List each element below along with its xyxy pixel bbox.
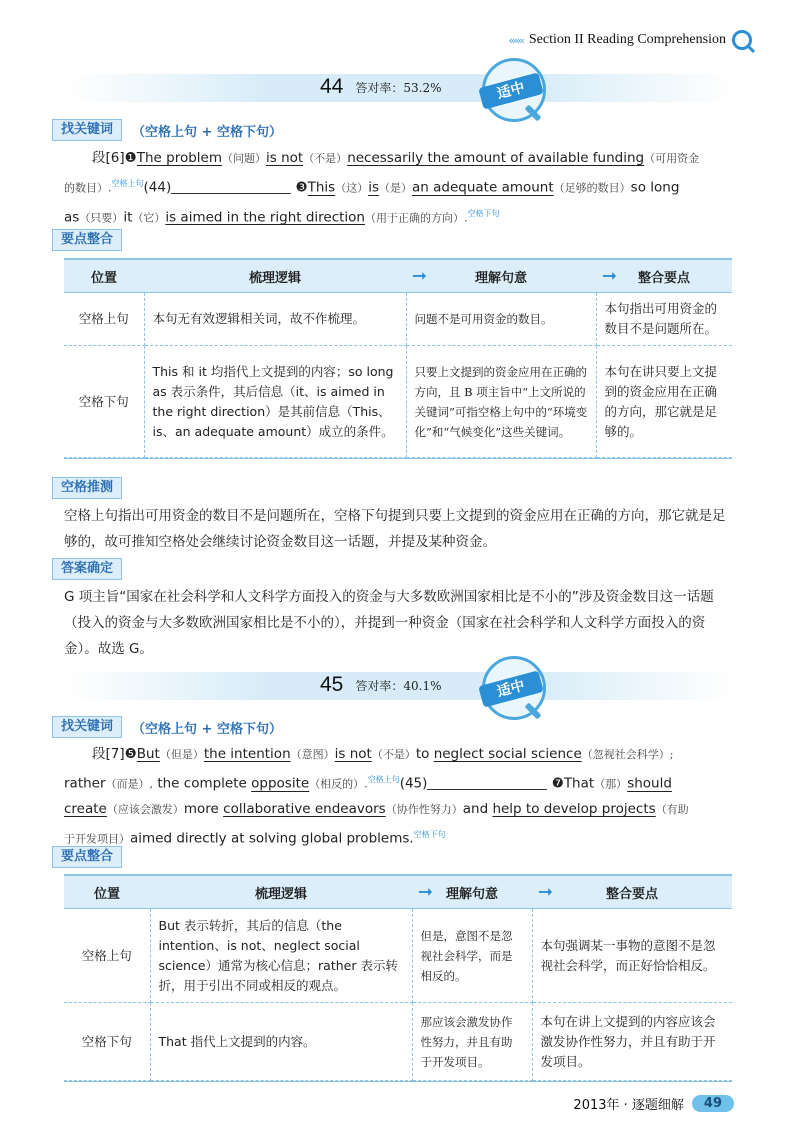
keyword: create: [64, 800, 107, 817]
footer-text: 2013年 · 逐题细解: [573, 1098, 684, 1113]
keyword: is: [368, 179, 380, 196]
text: and: [462, 800, 489, 817]
blank-number: (44): [143, 179, 172, 196]
sentence-mark: ❼: [551, 775, 564, 792]
header-label: 整合要点: [637, 270, 690, 286]
table-row: [64, 346, 732, 458]
cell-position: 空格上句: [64, 293, 144, 346]
label-answer: 答案确定: [52, 558, 122, 580]
q45-keyword-heading: [52, 716, 282, 738]
gloss: 的数目）.: [64, 181, 112, 195]
label-summary: 要点整合: [52, 229, 122, 251]
gloss: 于开发项目）: [64, 832, 130, 845]
difficulty-badge: [476, 656, 552, 718]
difficulty-tag: 适中: [478, 72, 544, 109]
text: aimed directly at solving global problems.: [130, 830, 414, 846]
position-note: 空格上句: [111, 179, 144, 188]
cell-logic: But 表示转折，其后的信息（the intention、is not、neglect social science）通常为核心信息；rather 表示转折，用于引出不同或相反的观点。: [150, 909, 412, 1003]
gloss: （只要）: [79, 211, 124, 224]
text: so long: [630, 179, 680, 196]
gloss: （有助: [655, 802, 689, 816]
infer-text: 空格上句指出可用资金的数目不是问题所在，空格下句提到只要上文提到的资金应用在正确的方向，那它就是足够的，故可推知空格处会继续讨论资金数目这一话题，并提及某种资金。: [64, 508, 726, 550]
keyword: should: [627, 775, 672, 792]
header-label: 位置: [90, 270, 117, 286]
col-logic: [150, 876, 433, 909]
cell-logic: 本句无有效逻辑相关词，故不作梳理。: [144, 293, 406, 346]
position-note: 空格下句: [413, 829, 446, 839]
keyword: an adequate amount: [412, 179, 554, 196]
arrow-right-icon: ➞: [601, 265, 617, 287]
header-label: 整合要点: [605, 886, 658, 902]
keyword: is not: [334, 746, 372, 762]
cell-point: 本句在讲上文提到的内容应该会激发协作性努力，并且有助于开发项目。: [532, 1003, 732, 1081]
q44-keyword-heading: [52, 119, 282, 141]
cell-point: 本句在讲只要上文提到的资金应用在正确的方向，那它就是足够的。: [596, 346, 732, 458]
answer-text: G 项主旨“国家在社会科学和人文科学方面投入的资金与大多数欧洲国家相比是不小的”涉及资金数目这一话题（投入的资金与大多数欧洲国家相比是不小的），并提到一种资金（国家在社会科学和人文科学方面投入的资金）。故选 G。: [64, 589, 714, 657]
summary-table: [64, 876, 732, 1081]
cell-logic: This 和 it 均指代上文提到的内容；so long as 表示条件，其后信息（it、is aimed in the right direction）是其前信息（This、is、an adequate amount）成立的条件。: [144, 346, 406, 458]
accuracy-rate: 答对率：53.2%: [355, 80, 442, 95]
passage-line: [64, 171, 736, 201]
arrow-right-icon: ➞: [411, 265, 427, 287]
label-keywords: 找关键词: [52, 119, 122, 141]
header-label: 梳理逻辑: [254, 886, 307, 902]
sentence-mark: ❸: [295, 179, 308, 196]
q44-summary-table: [64, 258, 732, 459]
table-header-row: [64, 876, 732, 909]
table-row: [64, 1003, 732, 1081]
q45-summary-table: [64, 874, 732, 1082]
keyword: But: [136, 746, 160, 762]
gloss: （用于正确的方向）.: [365, 211, 468, 224]
para-ref: 段[7]: [92, 746, 125, 762]
table-header-row: [64, 260, 732, 293]
page-footer: [573, 1094, 734, 1113]
keyword: is not: [266, 150, 304, 166]
gloss: （那）: [594, 777, 628, 791]
arrow-right-icon: ➞: [417, 881, 433, 903]
position-note: 空格上句: [367, 775, 400, 784]
header-label: 位置: [93, 886, 120, 902]
cell-logic: That 指代上文提到的内容。: [150, 1003, 412, 1081]
passage-line: [64, 797, 736, 822]
page-header: [508, 30, 752, 50]
summary-table: [64, 260, 732, 458]
text: it: [123, 209, 133, 225]
col-logic: [144, 260, 427, 293]
q44-banner-text: [320, 75, 441, 99]
gloss: （应该会激发）: [106, 802, 184, 816]
hint-text: （空格上句 + 空格下句）: [132, 721, 282, 737]
gloss: （它）: [132, 211, 166, 224]
gloss: （而是）,: [105, 777, 154, 791]
cell-point: 本句指出可用资金的数目不是问题所在。: [596, 293, 732, 346]
text: to: [415, 746, 430, 762]
gloss: （不是）: [303, 152, 348, 165]
answer-blank: [171, 179, 291, 194]
question-number: 44: [320, 75, 344, 98]
label-infer: 空格推测: [52, 477, 122, 499]
sentence-mark: ❺: [124, 746, 137, 762]
gloss: （不是）: [371, 748, 416, 761]
cell-position: 空格上句: [64, 909, 150, 1003]
difficulty-tag: 适中: [478, 670, 544, 707]
keyword: help to develop projects: [492, 800, 656, 817]
cell-meaning: 但是，意图不是忽视社会科学，而是相反的。: [412, 909, 532, 1003]
accuracy-rate: 答对率：40.1%: [355, 678, 442, 693]
passage-line: [64, 822, 736, 852]
col-meaning: [406, 260, 617, 293]
keyword: collaborative endeavors: [223, 800, 386, 817]
cell-position: 空格下句: [64, 346, 144, 458]
header-label: 理解句意: [474, 270, 527, 286]
gloss: （忽视社会科学）;: [581, 748, 674, 761]
answer-blank: [427, 775, 547, 790]
table-row: [64, 909, 732, 1003]
text: That: [563, 775, 595, 792]
keyword: The problem: [136, 150, 222, 166]
gloss: （相反的）.: [309, 777, 368, 791]
passage-line: [64, 742, 736, 767]
passage-line: [64, 146, 736, 171]
col-position: [64, 876, 150, 909]
label-keywords: 找关键词: [52, 716, 122, 738]
chevrons-decoration: ‹‹‹‹‹‹: [508, 33, 523, 47]
q45-passage: [64, 742, 736, 851]
table-row: [64, 293, 732, 346]
passage-line: [64, 201, 736, 231]
keyword: the intention: [203, 746, 291, 762]
gloss: （这）: [335, 181, 369, 195]
label-summary: 要点整合: [52, 846, 122, 868]
arrow-right-icon: ➞: [537, 881, 553, 903]
difficulty-badge: [476, 58, 552, 120]
text: as: [64, 209, 80, 225]
page-number: 49: [692, 1095, 734, 1112]
q45-banner-text: [320, 673, 441, 697]
col-point: [532, 876, 732, 909]
text: the complete: [157, 775, 247, 792]
gloss: （可用资金: [644, 152, 700, 165]
gloss: （意图）: [290, 748, 335, 761]
header-label: 理解句意: [445, 886, 498, 902]
keyword: This: [307, 179, 336, 196]
cell-position: 空格下句: [64, 1003, 150, 1081]
q44-passage: [64, 146, 736, 230]
gloss: （但是）: [159, 748, 204, 761]
section-title: Section II Reading Comprehension: [528, 32, 726, 47]
cell-point: 本句强调某一事物的意图不是忽视社会科学，而正好恰恰相反。: [532, 909, 732, 1003]
text: rather: [64, 775, 106, 792]
hint-text: （空格上句 + 空格下句）: [132, 124, 282, 140]
para-ref: 段[6]: [92, 150, 125, 166]
keyword: necessarily the amount of available funding: [347, 150, 645, 166]
blank-number: (45): [399, 775, 428, 792]
header-label: 梳理逻辑: [248, 270, 301, 286]
col-position: [64, 260, 144, 293]
keyword: neglect social science: [433, 746, 582, 762]
gloss: （足够的数目）: [553, 181, 631, 195]
gloss: （协作性努力）: [385, 802, 463, 816]
sentence-mark: ❶: [124, 150, 137, 166]
cell-meaning: 只要上文提到的资金应用在正确的方向，且 B 项主旨中“上文所说的关键词”可指空格上句中的“环境变化”和“气候变化”这些关键词。: [406, 346, 596, 458]
passage-line: [64, 767, 736, 797]
cell-meaning: 问题不是可用资金的数目。: [406, 293, 596, 346]
gloss: （问题）: [222, 152, 266, 165]
text: more: [183, 800, 219, 817]
position-note: 空格下句: [467, 208, 500, 218]
gloss: （是）: [379, 181, 413, 195]
question-number: 45: [320, 673, 344, 696]
keyword: is aimed in the right direction: [165, 209, 365, 225]
cell-meaning: 那应该会激发协作性努力，并且有助于开发项目。: [412, 1003, 532, 1081]
keyword: opposite: [251, 775, 310, 792]
magnifier-icon: [732, 30, 752, 50]
